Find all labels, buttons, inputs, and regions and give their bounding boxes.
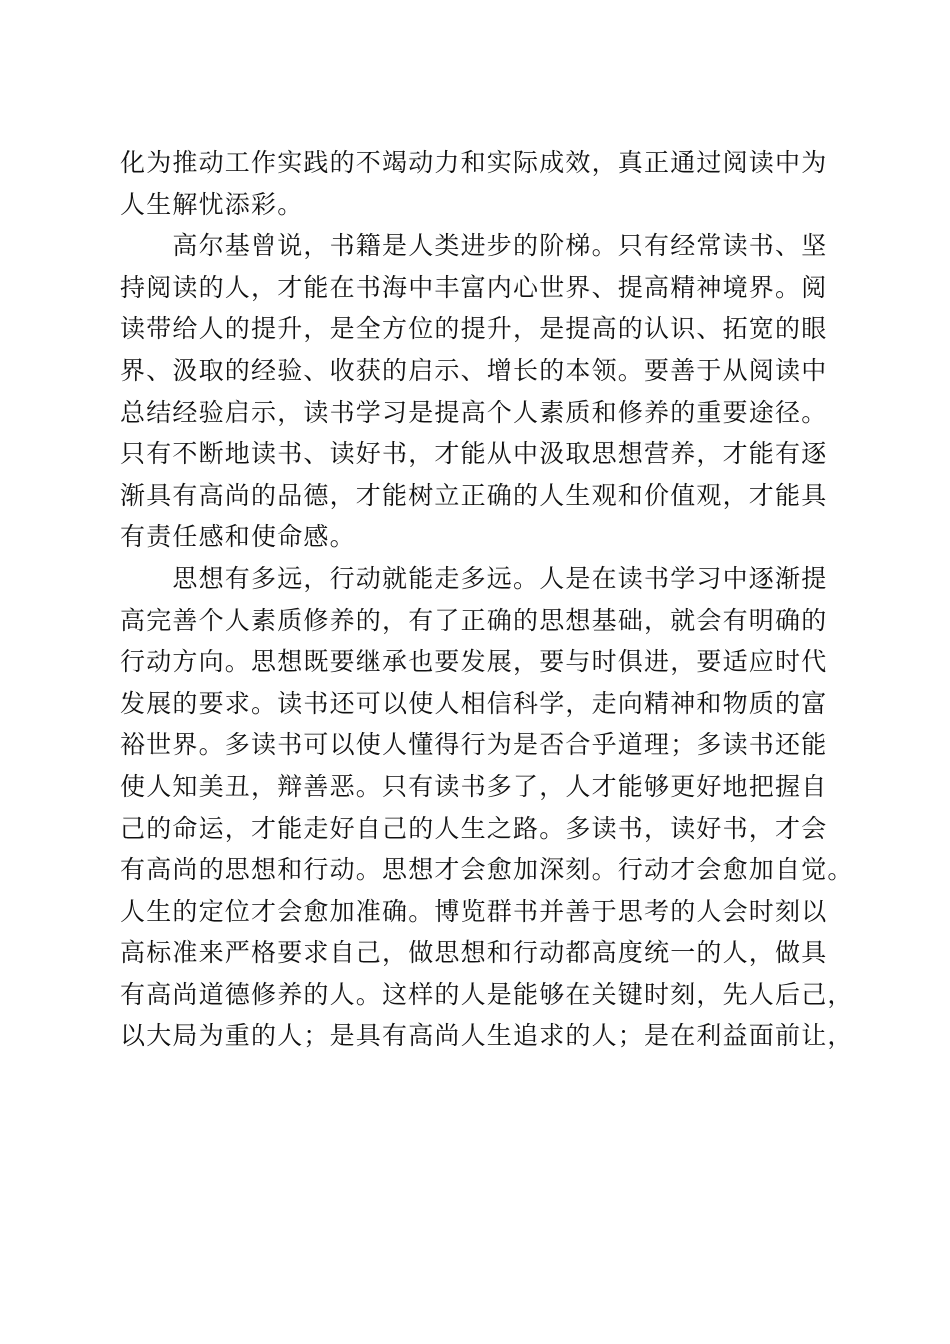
text-line: 发展的要求。读书还可以使人相信科学，走向精神和物质的富 (120, 688, 828, 718)
text-line: 化为推动工作实践的不竭动力和实际成效，真正通过阅读中为 (120, 148, 828, 177)
text-line: 高尔基曾说，书籍是人类进步的阶梯。只有经常读书、坚 (120, 231, 828, 261)
text-line: 有高尚的思想和行动。思想才会愈加深刻。行动才会愈加自觉。 (120, 855, 854, 885)
text-line: 己的命运，才能走好自己的人生之路。多读书，读好书，才会 (120, 813, 828, 843)
text-line: 有责任感和使命感。 (120, 522, 356, 552)
text-line: 高标准来严格要求自己，做思想和行动都高度统一的人，做具 (120, 938, 828, 968)
text-line: 裕世界。多读书可以使人懂得行为是否合乎道理；多读书还能 (120, 730, 828, 760)
text-line: 只有不断地读书、读好书，才能从中汲取思想营养，才能有逐 (120, 439, 828, 469)
body-text (120, 142, 854, 1057)
text-line: 人生的定位才会愈加准确。博览群书并善于思考的人会时刻以 (120, 896, 828, 926)
text-line: 人生解忧添彩。 (120, 189, 304, 219)
text-line: 以大局为重的人；是具有高尚人生追求的人；是在利益面前让， (120, 1021, 854, 1051)
text-line: 读带给人的提升，是全方位的提升，是提高的认识、拓宽的眼 (120, 314, 828, 344)
text-line: 总结经验启示，读书学习是提高个人素质和修养的重要途径。 (120, 397, 828, 427)
text-line: 使人知美丑，辩善恶。只有读书多了，人才能够更好地把握自 (120, 771, 828, 801)
text-line: 持阅读的人，才能在书海中丰富内心世界、提高精神境界。阅 (120, 272, 828, 302)
text-line: 渐具有高尚的品德，才能树立正确的人生观和价值观，才能具 (120, 480, 828, 510)
text-line: 界、汲取的经验、收获的启示、增长的本领。要善于从阅读中 (120, 355, 828, 385)
text-line: 思想有多远，行动就能走多远。人是在读书学习中逐渐提 (120, 563, 828, 593)
text-line: 有高尚道德修养的人。这样的人是能够在关键时刻，先人后己， (120, 979, 854, 1009)
text-line: 行动方向。思想既要继承也要发展，要与时俱进，要适应时代 (120, 647, 828, 677)
text-line: 高完善个人素质修养的，有了正确的思想基础，就会有明确的 (120, 605, 828, 635)
